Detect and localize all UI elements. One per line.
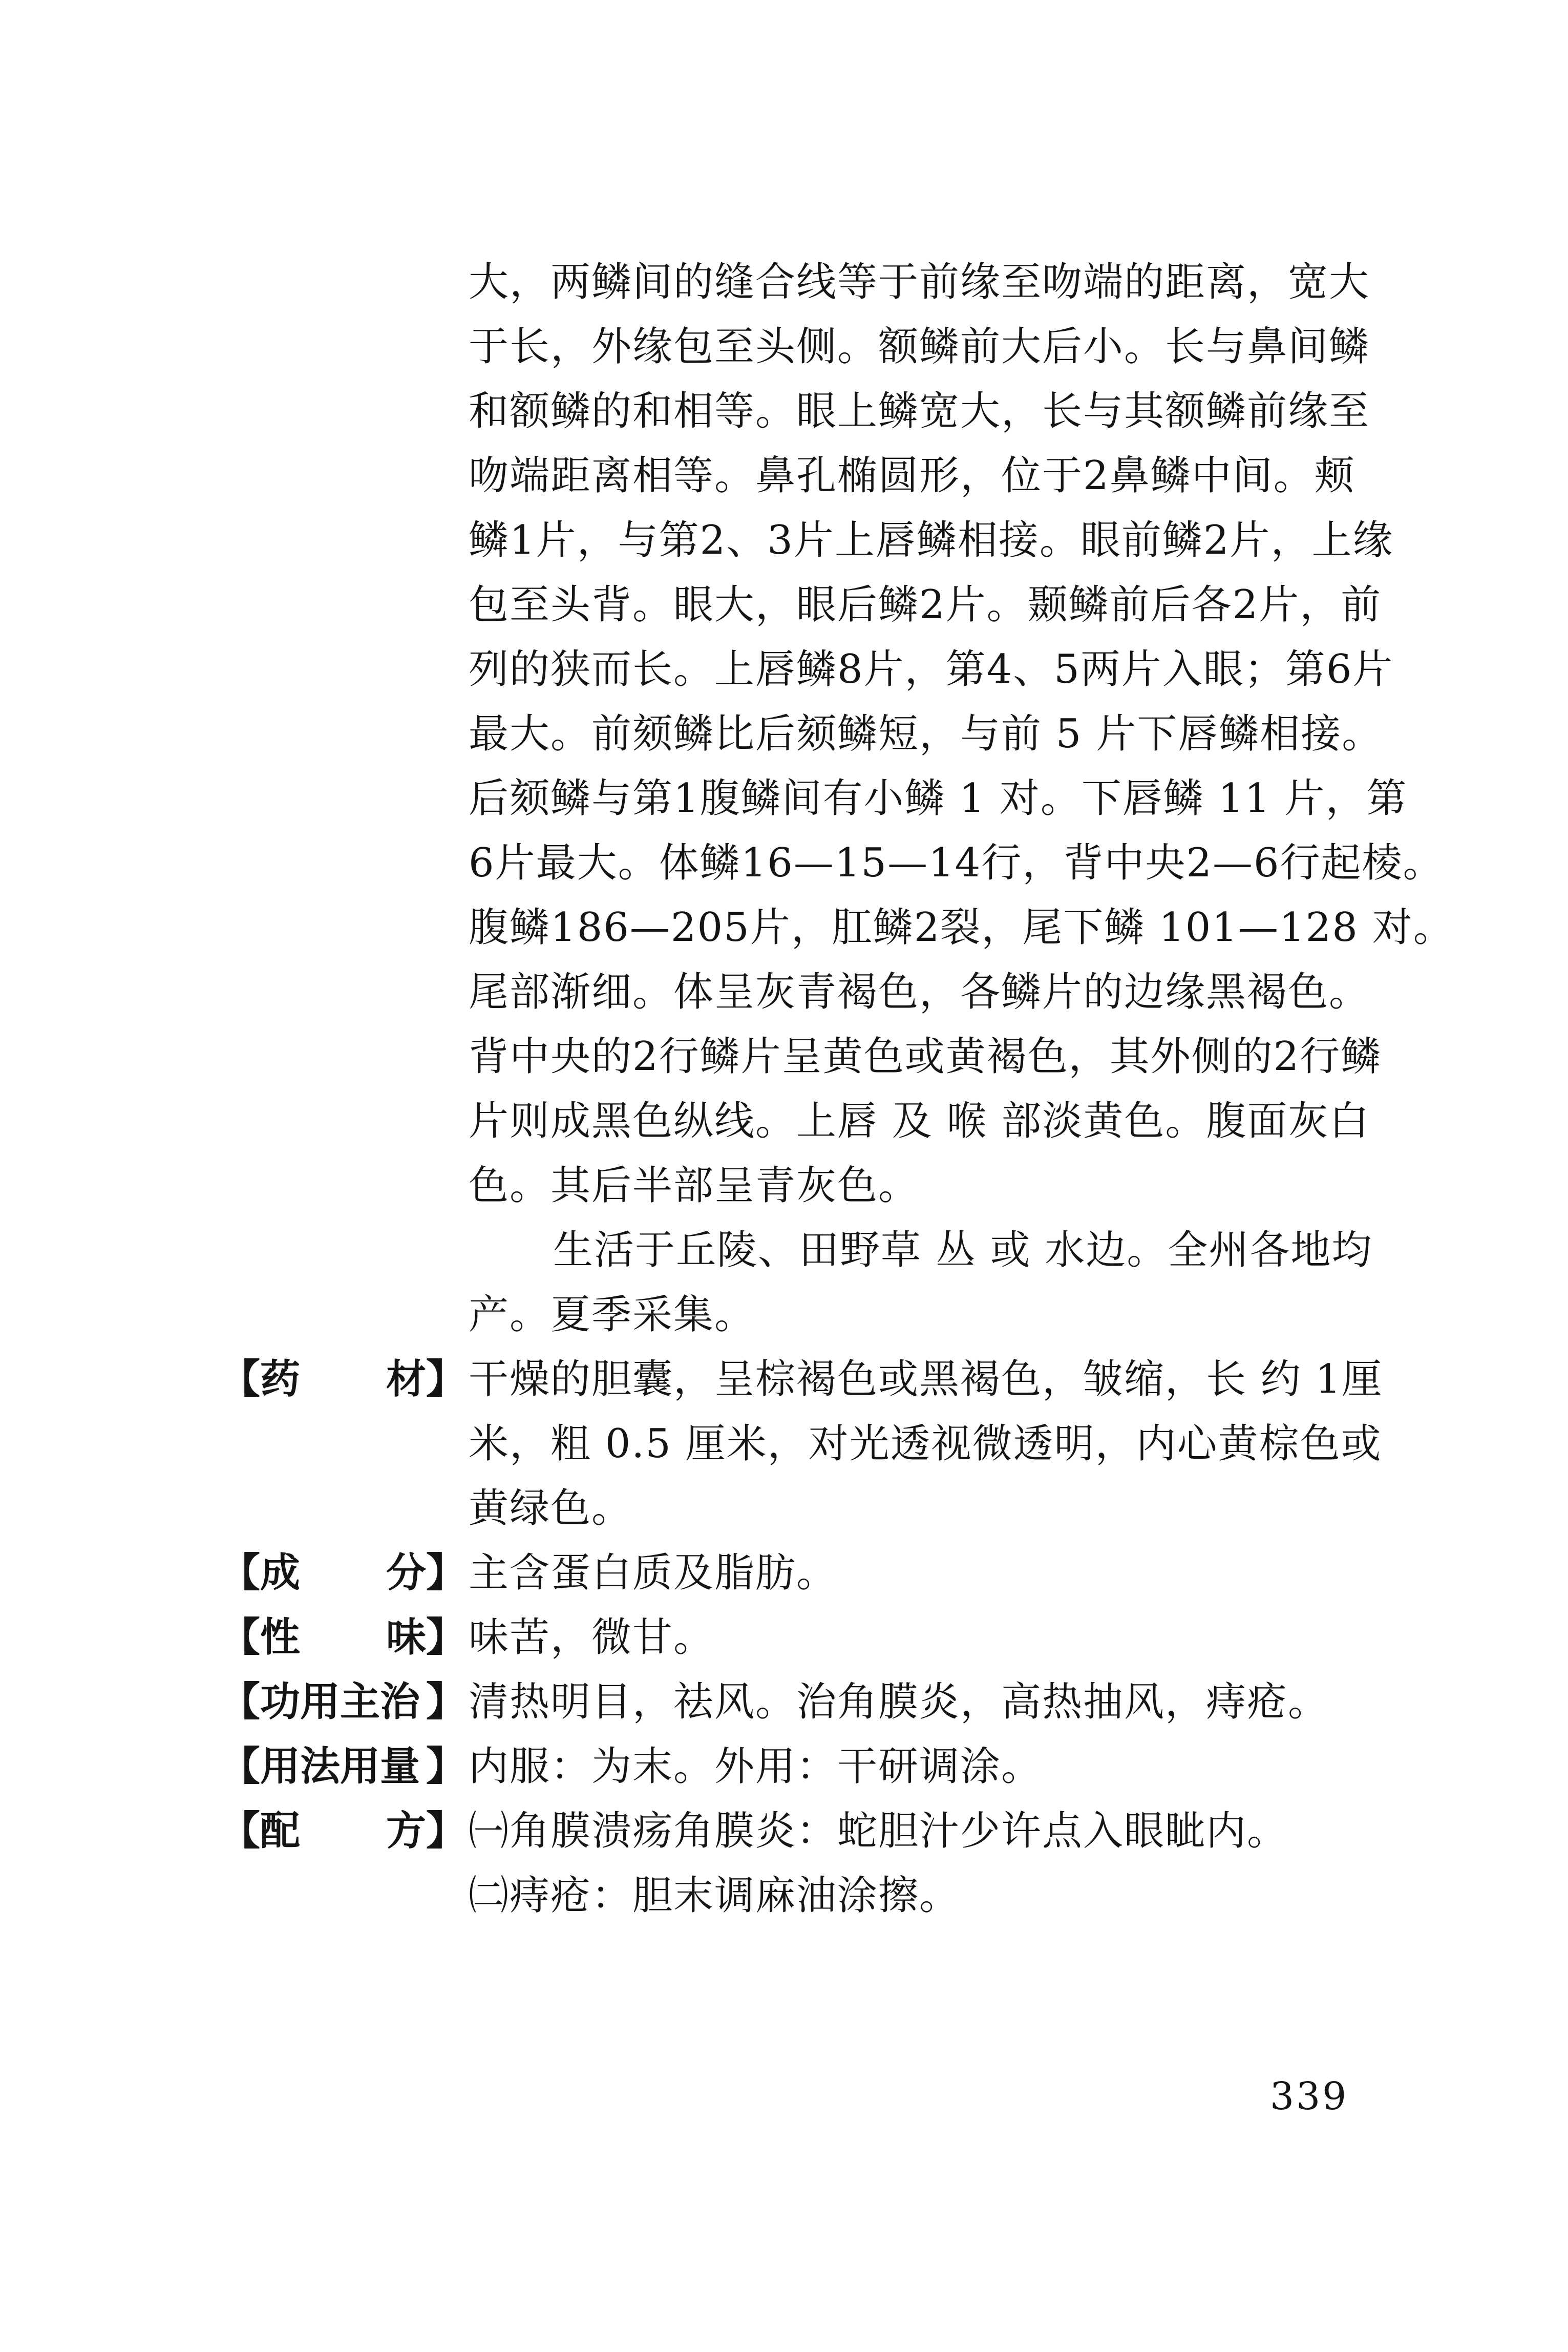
entry-body	[469, 1605, 1442, 1670]
entry-body	[469, 1347, 1442, 1541]
label-start: 【配	[220, 1808, 301, 1854]
label-start: 【用法用量	[220, 1744, 420, 1790]
label-end: 方】	[386, 1808, 466, 1854]
page-number: 339	[1270, 2074, 1349, 2118]
label-start: 【成	[220, 1550, 301, 1596]
description-line: 6片最大。体鳞16—15—14行，背中央2—6行起棱。	[469, 840, 1444, 886]
description-line: 列的狭而长。上唇鳞8片，第4、5两片入眼；第6片	[469, 646, 1394, 692]
description-line: 大，两鳞间的缝合线等于前缘至吻端的距离，宽大	[469, 259, 1370, 305]
entry-label	[220, 1799, 466, 1863]
entry-medicinal-material	[220, 1347, 1449, 1541]
label-start: 【性	[220, 1614, 301, 1661]
entry-prescription	[220, 1799, 1449, 1928]
entry-taste	[220, 1605, 1449, 1670]
description-block	[469, 250, 1454, 1347]
entry-body	[469, 1541, 1442, 1605]
entry-label	[220, 1347, 466, 1412]
entry-label	[220, 1734, 466, 1799]
description-line: 背中央的2行鳞片呈黄色或黄褐色，其外侧的2行鳞	[469, 1034, 1382, 1080]
entry-line: ㈡痔疮：胆末调麻油涂擦。	[469, 1873, 961, 1919]
entry-line: 黄绿色。	[469, 1485, 633, 1531]
entry-line: 米，粗 0.5 厘米，对光透视微透明，内心黄棕色或	[469, 1421, 1382, 1467]
entry-body	[469, 1670, 1442, 1734]
entry-line: 主含蛋白质及脂肪。	[469, 1550, 838, 1596]
description-line: 尾部渐细。体呈灰青褐色，各鳞片的边缘黑褐色。	[469, 969, 1370, 1015]
label-end: 】	[426, 1679, 466, 1725]
label-end: 分】	[386, 1550, 466, 1596]
entry-label	[220, 1541, 466, 1605]
entry-line: ㈠角膜溃疡角膜炎：蛇胆汁少许点入眼眦内。	[469, 1808, 1288, 1854]
description-line: 吻端距离相等。鼻孔椭圆形，位于2鼻鳞中间。颊	[469, 453, 1355, 499]
entries-section	[220, 1347, 1449, 1928]
entry-line: 味苦，微甘。	[469, 1614, 715, 1661]
entry-body	[469, 1734, 1442, 1799]
entry-line: 清热明目，祛风。治角膜炎，高热抽风，痔疮。	[469, 1679, 1329, 1725]
label-end: 材】	[386, 1356, 466, 1402]
entry-usage-dosage	[220, 1734, 1449, 1799]
habitat-line: 生活于丘陵、田野草 丛 或 水边。全州各地均	[553, 1227, 1373, 1273]
description-line: 后颏鳞与第1腹鳞间有小鳞 1 对。下唇鳞 11 片，第	[469, 775, 1408, 822]
entry-line: 内服：为末。外用：干研调涂。	[469, 1744, 1043, 1790]
description-line: 鳞1片，与第2、3片上唇鳞相接。眼前鳞2片，上缘	[469, 517, 1394, 563]
entry-label	[220, 1670, 466, 1734]
description-line: 包至头背。眼大，眼后鳞2片。颞鳞前后各2片，前	[469, 582, 1382, 628]
label-end: 】	[426, 1744, 466, 1790]
entry-body	[469, 1799, 1442, 1928]
description-line: 色。其后半部呈青灰色。	[469, 1163, 920, 1209]
entry-line: 干燥的胆囊，呈棕褐色或黑褐色，皱缩，长 约 1厘	[469, 1356, 1383, 1402]
entry-function-indication	[220, 1670, 1449, 1734]
description-line: 片则成黑色纵线。上唇 及 喉 部淡黄色。腹面灰白	[469, 1098, 1370, 1144]
description-line: 最大。前颏鳞比后颏鳞短，与前 5 片下唇鳞相接。	[469, 711, 1383, 757]
label-end: 味】	[386, 1614, 466, 1661]
description-line: 于长，外缘包至头侧。额鳞前大后小。长与鼻间鳞	[469, 324, 1370, 370]
entry-label	[220, 1605, 466, 1670]
label-start: 【功用主治	[220, 1679, 420, 1725]
description-line: 腹鳞186—205片，肛鳞2裂，尾下鳞 101—128 对。	[469, 905, 1454, 951]
label-start: 【药	[220, 1356, 301, 1402]
habitat-line: 产。夏季采集。	[469, 1292, 756, 1338]
description-line: 和额鳞的和相等。眼上鳞宽大，长与其额鳞前缘至	[469, 388, 1370, 434]
entry-composition	[220, 1541, 1449, 1605]
